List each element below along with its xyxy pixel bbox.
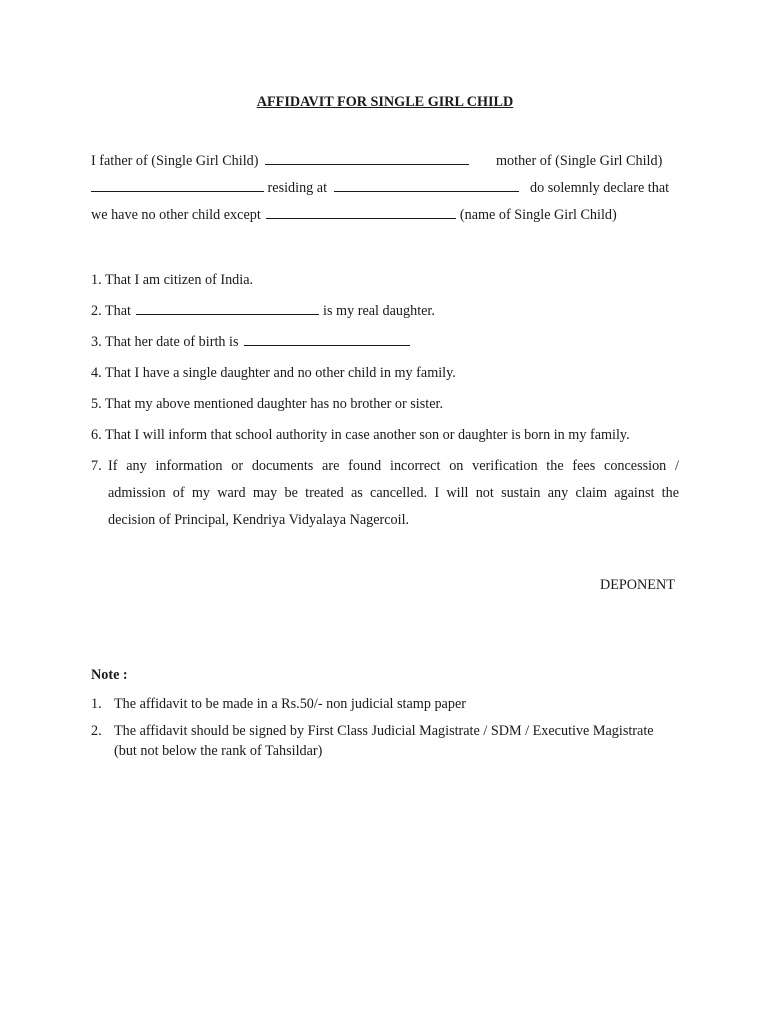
mother-name-blank — [91, 179, 264, 192]
declaration-item-5 — [91, 395, 443, 413]
child-name-blank — [266, 206, 456, 219]
item-text: That — [104, 303, 131, 319]
item-number: 1. — [91, 272, 102, 288]
item-text: That I am citizen of India. — [104, 272, 254, 288]
note-text-line-1: The affidavit should be signed by First Class Judicial Magistrate / SDM / Executive Magistrate — [114, 723, 654, 739]
item-number: 6. — [91, 427, 102, 443]
item-text: That I have a single daughter and no other child in my family. — [104, 365, 456, 381]
item-text-b: is my real daughter. — [323, 303, 435, 319]
item-text: That her date of birth is — [104, 334, 239, 350]
intro-line-2-b: do solemnly declare that — [530, 180, 670, 196]
declaration-item-7-number: 7. — [91, 458, 102, 474]
intro-line-1-text-a: I father of (Single Girl Child) — [91, 153, 259, 169]
declaration-item-7-line-2: admission of my ward may be treated as cancelled. I will not sustain any claim against the — [108, 485, 679, 501]
declaration-item-3 — [91, 333, 410, 351]
declaration-item-6 — [91, 426, 630, 444]
daughter-name-blank — [136, 302, 319, 315]
note-text-line-2: (but not below the rank of Tahsildar) — [114, 743, 323, 759]
declaration-item-7-line-1: If any information or documents are found incorrect on verification the fees concession / — [108, 458, 679, 474]
declaration-item-7-line-3: decision of Principal, Kendriya Vidyalaya Nagercoil. — [108, 512, 410, 528]
date-of-birth-blank — [244, 333, 410, 346]
intro-line-2 — [91, 179, 519, 197]
intro-line-2-text-a: residing at — [267, 180, 328, 196]
item-number: 3. — [91, 334, 102, 350]
address-blank — [334, 179, 519, 192]
item-number: 5. — [91, 396, 102, 412]
note-item-2 — [91, 722, 691, 762]
note-heading: Note : — [91, 667, 128, 683]
father-name-blank — [265, 152, 469, 165]
intro-line-3-text-b: (name of Single Girl Child) — [459, 207, 617, 223]
note-number: 2. — [91, 723, 102, 739]
intro-line-3 — [91, 206, 617, 224]
item-number: 4. — [91, 365, 102, 381]
declaration-item-4 — [91, 364, 456, 382]
intro-line-3-text-a: we have no other child except — [91, 207, 261, 223]
item-number: 2. — [91, 303, 102, 319]
item-text: That I will inform that school authority in case another son or daughter is born in my family. — [104, 427, 630, 443]
deponent-label: DEPONENT — [600, 577, 675, 593]
intro-line-1-b: mother of (Single Girl Child) — [496, 153, 663, 169]
item-text: That my above mentioned daughter has no brother or sister. — [104, 396, 443, 412]
declaration-item-2 — [91, 302, 435, 320]
note-item-1 — [91, 695, 691, 713]
note-text: The affidavit to be made in a Rs.50/- non judicial stamp paper — [114, 696, 466, 712]
document-title: AFFIDAVIT FOR SINGLE GIRL CHILD — [256, 94, 514, 110]
note-number: 1. — [91, 696, 102, 712]
declaration-item-1 — [91, 271, 253, 289]
